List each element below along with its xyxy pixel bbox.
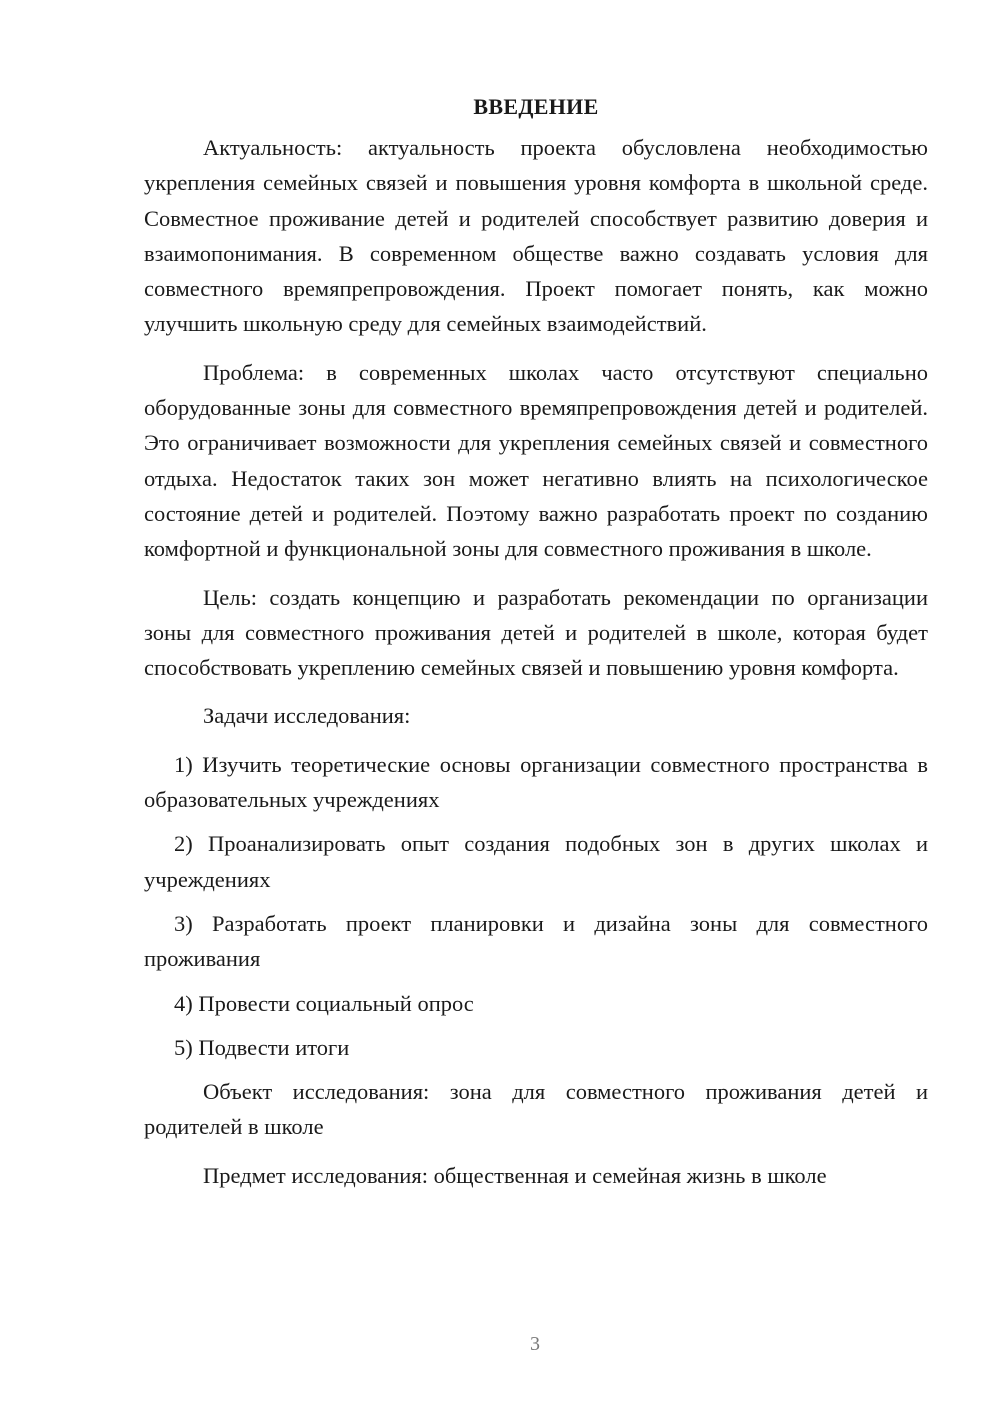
page-content [144, 94, 928, 1206]
paragraph-relevance: Актуальность: актуальность проекта обусловлена необходимостью укрепления семейных связей и повышения уровня комфорта в школьной среде. Совместное проживание детей и родителей способствует развитию доверия и взаимопонимания. В современном обществе важно создавать условия для совместного времяпрепровождения. Проект помогает понять, как можно улучшить школьную среду для семейных взаимодействий. [144, 135, 928, 337]
paragraph-goal: Цель: создать концепцию и разработать рекомендации по организации зоны для совместного проживания детей и родителей в школе, которая будет способствовать укреплению семейных связей и повышению уровня комфорта. [144, 584, 928, 681]
task-item-5: 5) Подвести итоги [174, 1034, 350, 1060]
paragraph-tasks-heading: Задачи исследования: [203, 703, 411, 729]
task-item-2: 2) Проанализировать опыт создания подобных зон в других школах и учреждениях [144, 831, 928, 892]
page-number: 3 [530, 1333, 540, 1355]
task-item-3: 3) Разработать проект планировки и дизайна зоны для совместного проживания [144, 910, 928, 972]
task-item-4: 4) Провести социальный опрос [174, 990, 474, 1016]
paragraph-subject: Предмет исследования: общественная и семейная жизнь в школе [203, 1162, 827, 1188]
paragraph-problem: Проблема: в современных школах часто отсутствуют специально оборудованные зоны для совместного времяпрепровождения детей и родителей. Это ограничивает возможности для укрепления семейных связей и совместного отдыха. Недостаток таких зон может негативно влиять на психологическое состояние детей и родителей. Поэтому важно разработать проект по созданию комфортной и функциональной зоны для совместного проживания в школе. [144, 359, 928, 562]
page-title: ВВЕДЕНИЕ [473, 94, 599, 119]
paragraph-object: Объект исследования: зона для совместного проживания детей и родителей в школе [144, 1079, 928, 1140]
task-item-1: 1) Изучить теоретические основы организации совместного пространства в образовательных учреждениях [144, 751, 928, 813]
